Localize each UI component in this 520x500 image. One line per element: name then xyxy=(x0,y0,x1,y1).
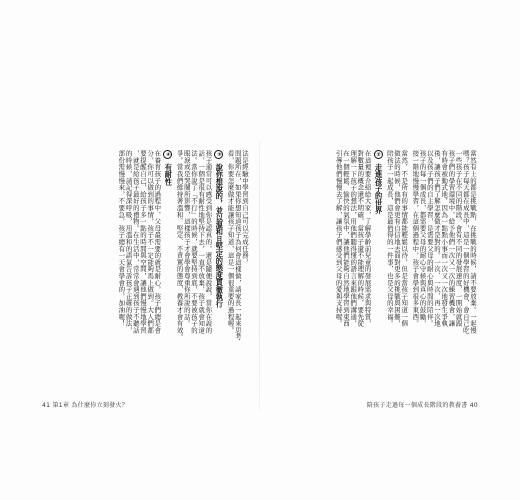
text-column: 有時會被動式地，因為一點點小事而一次又一次地發生爭執 xyxy=(440,150,449,327)
text-column: 法。當你說了『不行』的時候，就要堅持到底，不要被孩子的 xyxy=(189,150,198,334)
text-column: 當然，不是所有的事情都能輕鬆以待，但是當孩子知道一個 xyxy=(400,150,409,327)
text-column: 的時候，請記得深呼吸，用溫和的語氣告訴孩子正確的做法， xyxy=(124,150,133,334)
text-column: 一些孩子在不同的階段，會有不同的發展速度，一開始就跟 xyxy=(454,150,463,327)
text-column: ，就是給孩子最好的禮物。在生活中，常常會遇到孩子不聽話 xyxy=(131,150,140,334)
text-column: 法是經驗中學習到自己可以完成任務， xyxy=(241,150,249,266)
text-column: 在一個輕鬆、愉快的氣氛中，讓他們能夠自然地學習到東西 xyxy=(341,150,350,327)
text-column: 以及孩子們的自主學習，是需要父母的耐心與時間的陪伴。 xyxy=(425,150,434,327)
text-column: 部份需慢慢來，不要急，孩子總有一天會學會的，加油喔！ xyxy=(117,150,126,327)
text-column: 後，讓孩子們了解怎麼做才是對的。一次、一次、再一次地 xyxy=(432,150,441,327)
text-column: 分，你可以做到的事情，孩子不一定能夠馬上做到。大人們都 xyxy=(146,150,155,334)
section-heading xyxy=(374,150,383,390)
text-column: 對數量的概念還不明確，當孩子還不能理解的時候，要先從 xyxy=(356,150,365,327)
left-page xyxy=(42,150,248,390)
text-column: 眼淚或是哭鬧所影響，這樣孩子才會學會尊重你所說的話。 xyxy=(182,150,191,327)
section-number-marker: ② xyxy=(375,151,382,158)
text-column: 孩子的每一個成長，都需要父母的耐心守候與真心的鼓勵， xyxy=(418,150,427,327)
section-heading xyxy=(163,150,172,390)
text-column: 做法的時候，他們會更有自信地去面對更多的挑戰與困難， xyxy=(392,150,401,327)
text-column: 嗎？孩子每天都在成長中，這是一個學習的好機會，會自己吃 xyxy=(461,150,470,334)
text-column: 孩子通常可以感受到你是認真的，還是隨便說說，當你在說的 xyxy=(204,150,213,334)
text-column: 理解一下孩子的想法，用他們聽得懂的語言來跟他們溝通， xyxy=(349,150,358,327)
section-number-marker: ③ xyxy=(216,151,223,158)
section-heading xyxy=(214,150,223,390)
page-footer-left: 41 第1章 為什麼你立刻發火？ xyxy=(42,402,129,409)
page-fold xyxy=(259,140,260,410)
text-column: 話，一個是很有耐性地堅持下去，一直不放棄，孩子就會知道 xyxy=(197,150,206,334)
section-heading-text: 走進孩子的世界 xyxy=(374,163,384,214)
text-column: 在這裡要介紹給大家，了解學齡前兒童的發展需求與特質， xyxy=(363,150,372,327)
text-column: 在養育孩子的過程中，父母最需要的就是耐心，孩子們總是會 xyxy=(153,150,162,334)
text-column: 當然有上的都是挑戰點，在挑戰的時候，請不要放棄。一起慢 xyxy=(469,150,477,334)
text-column: 要提醒自己，給孩子多一點的時間與空間，讓他們慢慢地學習 xyxy=(138,150,147,334)
text-column: 陪孩子一起成長，這是最值得的一件事，也是父母的幸福。 xyxy=(385,150,394,327)
text-column: 引導他們慢慢去了解，讓孩子們感受到父母的愛與支持喔。 xyxy=(334,150,343,327)
right-page xyxy=(270,150,476,390)
section-heading-text: 有耐性 xyxy=(164,163,174,186)
text-column: 看，你要怎麼做才能讓孩子知道，這是一個很重要的過程喔。 xyxy=(226,150,235,334)
text-column: 接一階地慢慢學習，在這個過程中，孩子會學到很多東西。 xyxy=(411,150,420,327)
text-column: 問題所在，如果你想知道孩子為何會這樣做，請家長一起來思考 xyxy=(233,150,242,341)
page-footer-right: 陪孩子走過每一個成長階段的教養書 40 xyxy=(366,402,478,409)
section-number-marker: ④ xyxy=(165,151,172,158)
section-heading-text: 說你想說的，並以溫和且堅定的態度貫徹執行 xyxy=(215,163,225,308)
text-column: 孩子們的學習環境中，給予他們一次又一次的練習機會，讓 xyxy=(447,150,456,327)
text-column: 爭。當我們維持著溫和、堅定、不責罵的態度，教養才會有效。 xyxy=(175,150,184,341)
